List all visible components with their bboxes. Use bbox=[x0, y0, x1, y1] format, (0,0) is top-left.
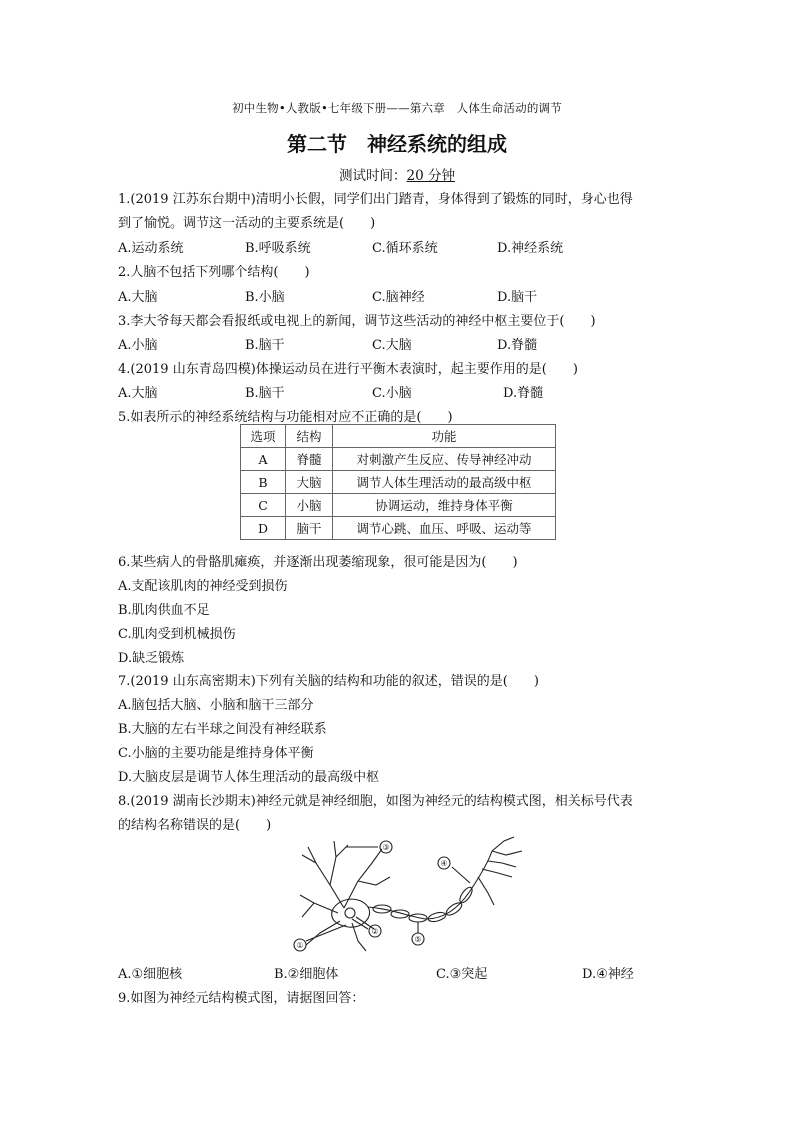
section-title: 第二节 神经系统的组成 bbox=[287, 132, 507, 156]
q7-option-b: B.大脑的左右半球之间没有神经联系 bbox=[118, 722, 327, 737]
test-time-value: 20 分钟 bbox=[406, 168, 455, 184]
table-row bbox=[241, 471, 556, 494]
leader-line-4 bbox=[452, 867, 470, 883]
dendrite-branch bbox=[308, 847, 344, 908]
question-4: 4.(2019 山东青岛四模)体操运动员在进行平衡木表演时，起主要作用的是( ) bbox=[118, 362, 578, 377]
table-cell: 协调运动，维持身体平衡 bbox=[333, 494, 556, 517]
figure-label-4: ④ bbox=[440, 859, 448, 868]
q8-option-b: B.②细胞体 bbox=[274, 967, 339, 982]
q7-option-c: C.小脑的主要功能是维持身体平衡 bbox=[118, 746, 314, 761]
q7-option-a: A.脑包括大脑、小脑和脑干三部分 bbox=[118, 698, 314, 713]
question-9: 9.如图为神经元结构模式图，请据图回答： bbox=[118, 991, 365, 1006]
table-header-option: 选项 bbox=[241, 425, 286, 448]
axon-terminal bbox=[492, 837, 514, 851]
question-1-line-2: 到了愉悦。调节这一活动的主要系统是( ) bbox=[118, 216, 376, 231]
table-cell: A bbox=[241, 448, 286, 471]
q3-option-b: B.脑干 bbox=[245, 338, 285, 353]
table-cell: D bbox=[241, 517, 286, 540]
nucleus bbox=[345, 908, 355, 918]
q3-option-d: D.脊髓 bbox=[497, 338, 538, 353]
table-cell: C bbox=[241, 494, 286, 517]
table-header-row bbox=[241, 425, 556, 448]
table-cell: 调节心跳、血压、呼吸、运动等 bbox=[333, 517, 556, 540]
axon bbox=[368, 851, 492, 919]
q1-option-b: B.呼吸系统 bbox=[245, 241, 311, 256]
q1-option-a: A.运动系统 bbox=[118, 241, 184, 256]
question-8-line-2: 的结构名称错误的是( ) bbox=[118, 818, 272, 833]
myelin-segment bbox=[458, 885, 475, 904]
table-row bbox=[241, 448, 556, 471]
q8-option-d: D.④神经 bbox=[582, 967, 634, 982]
q6-option-d: D.缺乏锻炼 bbox=[118, 651, 185, 666]
table-cell: 小脑 bbox=[286, 494, 333, 517]
axon-terminal bbox=[482, 869, 512, 877]
table-cell: 脑干 bbox=[286, 517, 333, 540]
q2-option-b: B.小脑 bbox=[245, 290, 285, 305]
q2-option-a: A.大脑 bbox=[118, 290, 158, 305]
question-6: 6.某些病人的骨骼肌瘫痪，并逐渐出现萎缩现象，很可能是因为( ) bbox=[118, 555, 518, 570]
q1-option-c: C.循环系统 bbox=[372, 241, 438, 256]
figure-label-1: ① bbox=[296, 941, 304, 950]
q6-option-b: B.肌肉供血不足 bbox=[118, 603, 210, 618]
structure-function-table bbox=[240, 424, 556, 540]
table-header-function: 功能 bbox=[333, 425, 556, 448]
table-cell: 调节人体生理活动的最高级中枢 bbox=[333, 471, 556, 494]
q2-option-c: C.脑神经 bbox=[372, 290, 425, 305]
dendrite-branch bbox=[306, 921, 340, 945]
q2-option-d: D.脑干 bbox=[497, 290, 538, 305]
q4-option-d: D.脊髓 bbox=[503, 386, 544, 401]
question-1-line-1: 1.(2019 江苏东台期中)清明小长假，同学们出门踏青，身体得到了锻炼的同时，身心也得 bbox=[118, 192, 633, 207]
question-7: 7.(2019 山东高密期末)下列有关脑的结构和功能的叙述，错误的是( ) bbox=[118, 674, 539, 689]
table-cell: 大脑 bbox=[286, 471, 333, 494]
axon-terminal bbox=[492, 851, 522, 855]
q6-option-c: C.肌肉受到机械损伤 bbox=[118, 627, 236, 642]
myelin-segment bbox=[427, 911, 446, 923]
dendrite-branch bbox=[358, 877, 390, 885]
myelin-segment bbox=[391, 910, 409, 918]
test-time-label: 测试时间： bbox=[339, 168, 407, 184]
q7-option-d: D.大脑皮层是调节人体生理活动的最高级中枢 bbox=[118, 770, 380, 785]
q6-option-a: A.支配该肌肉的神经受到损伤 bbox=[118, 579, 288, 594]
figure-label-2: ② bbox=[371, 927, 379, 936]
figure-label-3: ③ bbox=[382, 843, 390, 852]
q8-option-c: C.③突起 bbox=[436, 967, 488, 982]
q8-option-a: A.①细胞核 bbox=[118, 967, 183, 982]
q4-option-a: A.大脑 bbox=[118, 386, 158, 401]
dendrite-branch bbox=[302, 903, 314, 917]
table-cell: B bbox=[241, 471, 286, 494]
question-3: 3.李大爷每天都会看报纸或电视上的新闻，调节这些活动的神经中枢主要位于( ) bbox=[118, 314, 596, 329]
figure-label-5: ⑤ bbox=[414, 935, 422, 944]
question-5: 5.如表所示的神经系统结构与功能相对应不正确的是( ) bbox=[118, 410, 453, 425]
table-cell: 脊髓 bbox=[286, 448, 333, 471]
question-8-line-1: 8.(2019 湖南长沙期末)神经元就是神经细胞，如图为神经元的结构模式图，相关标号代表 bbox=[118, 794, 633, 809]
running-header: 初中生物•人教版•七年级下册——第六章 人体生命活动的调节 bbox=[232, 101, 562, 115]
q1-option-d: D.神经系统 bbox=[497, 241, 564, 256]
dendrite-branch bbox=[330, 841, 336, 885]
test-time bbox=[0, 164, 794, 184]
axon-terminal bbox=[478, 877, 494, 905]
table-header-structure: 结构 bbox=[286, 425, 333, 448]
table-cell: 对刺激产生反应、传导神经冲动 bbox=[333, 448, 556, 471]
q4-option-b: B.脑干 bbox=[245, 386, 285, 401]
q3-option-c: C.大脑 bbox=[372, 338, 412, 353]
table-row bbox=[241, 494, 556, 517]
axon-terminal bbox=[488, 861, 516, 867]
leader-line-1 bbox=[306, 925, 346, 941]
question-2: 2.人脑不包括下列哪个结构( ) bbox=[118, 265, 310, 280]
neuron-diagram bbox=[292, 833, 532, 953]
q4-option-c: C.小脑 bbox=[372, 386, 412, 401]
table-row bbox=[241, 517, 556, 540]
q3-option-a: A.小脑 bbox=[118, 338, 158, 353]
